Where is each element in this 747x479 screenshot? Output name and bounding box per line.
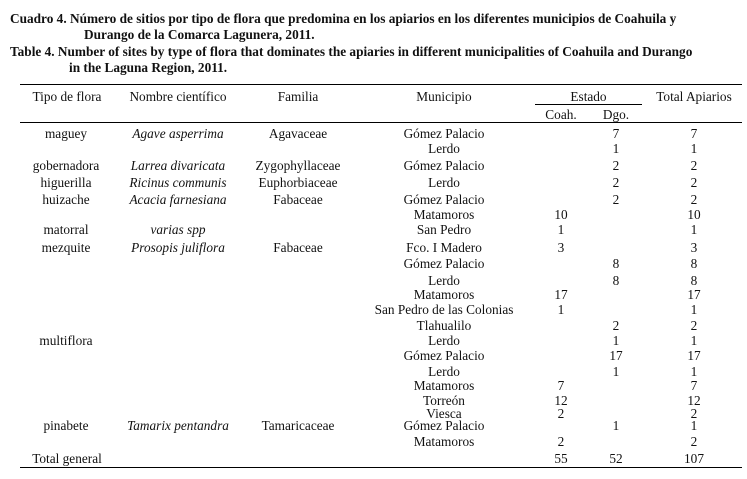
row-nombre-cientifico: Tamarix pentandra	[127, 418, 229, 433]
row-municipio: Matamoros	[413, 434, 475, 449]
row-municipio: Torreón	[423, 393, 465, 408]
row-municipio: San Pedro de las Colonias	[374, 302, 514, 317]
row-nombre-cientifico: Ricinus communis	[129, 175, 227, 190]
row-total: 1	[690, 302, 698, 317]
row-municipio: Gómez Palacio	[403, 418, 485, 433]
header-municipio: Municipio	[416, 89, 472, 104]
row-coah: 1	[557, 222, 565, 237]
row-municipio: San Pedro	[416, 222, 472, 237]
row-municipio: Lerdo	[428, 333, 460, 348]
row-municipio: Matamoros	[413, 378, 475, 393]
row-municipio: Matamoros	[413, 287, 475, 302]
row-nombre-cientifico: Agave asperrima	[132, 126, 224, 141]
row-tipo-de-flora: gobernadora	[32, 158, 100, 173]
row-dgo: 2	[612, 175, 620, 190]
row-total: 3	[690, 240, 698, 255]
row-familia: Fabaceae	[273, 240, 323, 255]
row-municipio: Gómez Palacio	[403, 348, 485, 363]
row-familia: Tamaricaceae	[261, 418, 335, 433]
row-total: 17	[687, 348, 701, 363]
header-durango: Dgo.	[602, 107, 630, 122]
total-general-label: Total general	[32, 451, 102, 466]
header-total-apiarios: Total Apiarios	[656, 89, 732, 104]
row-nombre-cientifico: varias spp	[150, 222, 206, 237]
row-municipio: Lerdo	[428, 364, 460, 379]
row-coah: 10	[554, 207, 568, 222]
row-dgo: 8	[612, 273, 620, 288]
row-total: 2	[690, 406, 698, 421]
row-coah: 2	[557, 406, 565, 421]
row-total: 7	[690, 378, 698, 393]
table-bottom-rule	[20, 467, 742, 468]
row-dgo: 2	[612, 192, 620, 207]
row-tipo-de-flora: pinabete	[43, 418, 89, 433]
row-municipio: Gómez Palacio	[403, 192, 485, 207]
title-en-line2: in the Laguna Region, 2011.	[69, 59, 228, 75]
row-dgo: 17	[609, 348, 623, 363]
table-title-english	[10, 44, 745, 75]
header-familia: Familia	[277, 89, 319, 104]
header-coahuila: Coah.	[545, 107, 577, 122]
row-dgo: 1	[612, 333, 620, 348]
row-municipio: Tlahualilo	[416, 318, 472, 333]
total-coah: 55	[554, 451, 568, 466]
row-municipio: Matamoros	[413, 207, 475, 222]
row-dgo: 2	[612, 318, 620, 333]
row-dgo: 2	[612, 158, 620, 173]
row-tipo-de-flora: mezquite	[41, 240, 91, 255]
row-total: 2	[690, 318, 698, 333]
row-familia: Agavaceae	[268, 126, 328, 141]
table-title-spanish	[10, 11, 745, 42]
estado-group-rule	[535, 104, 642, 105]
row-coah: 12	[554, 393, 568, 408]
title-en-line1: Table 4. Number of sites by type of flora that dominates the apiaries in different municipalities of Coahuila and Durango	[10, 44, 693, 59]
row-tipo-de-flora: matorral	[43, 222, 89, 237]
title-es-line1: Cuadro 4. Número de sitios por tipo de flora que predomina en los apiarios en los diferentes municipios de Coahuila y	[10, 11, 677, 26]
header-tipo-de-flora: Tipo de flora	[32, 89, 102, 104]
row-total: 1	[690, 333, 698, 348]
row-total: 12	[687, 393, 701, 408]
row-dgo: 7	[612, 126, 620, 141]
row-total: 10	[687, 207, 701, 222]
row-municipio: Gómez Palacio	[403, 256, 485, 271]
row-total: 17	[687, 287, 701, 302]
row-municipio: Lerdo	[428, 141, 460, 156]
title-es-line2: Durango de la Comarca Lagunera, 2011.	[84, 26, 315, 42]
row-tipo-de-flora: maguey	[44, 126, 88, 141]
row-tipo-de-flora: multiflora	[39, 333, 93, 348]
row-dgo: 1	[612, 418, 620, 433]
row-municipio: Fco. I Madero	[406, 240, 482, 255]
row-coah: 17	[554, 287, 568, 302]
row-nombre-cientifico: Acacia farnesiana	[129, 192, 227, 207]
header-bottom-rule	[20, 122, 742, 123]
row-total: 1	[690, 418, 698, 433]
row-nombre-cientifico: Larrea divaricata	[130, 158, 226, 173]
total-dgo: 52	[609, 451, 623, 466]
row-municipio: Lerdo	[428, 273, 460, 288]
row-coah: 1	[557, 302, 565, 317]
row-dgo: 8	[612, 256, 620, 271]
row-total: 2	[690, 175, 698, 190]
header-nombre-cientifico: Nombre científico	[129, 89, 227, 104]
row-total: 8	[690, 273, 698, 288]
row-nombre-cientifico: Prosopis juliflora	[131, 240, 225, 255]
table-top-rule	[20, 84, 742, 85]
row-total: 2	[690, 434, 698, 449]
row-coah: 2	[557, 434, 565, 449]
row-total: 8	[690, 256, 698, 271]
row-familia: Fabaceae	[273, 192, 323, 207]
row-total: 1	[690, 141, 698, 156]
row-municipio: Gómez Palacio	[403, 158, 485, 173]
row-municipio: Lerdo	[428, 175, 460, 190]
header-estado: Estado	[570, 89, 607, 104]
row-total: 2	[690, 192, 698, 207]
row-tipo-de-flora: huizache	[42, 192, 90, 207]
row-tipo-de-flora: higuerilla	[40, 175, 92, 190]
row-familia: Zygophyllaceae	[255, 158, 341, 173]
row-total: 1	[690, 222, 698, 237]
row-dgo: 1	[612, 364, 620, 379]
row-coah: 7	[557, 378, 565, 393]
row-municipio: Gómez Palacio	[403, 126, 485, 141]
row-municipio: Viesca	[426, 406, 462, 421]
row-dgo: 1	[612, 141, 620, 156]
row-familia: Euphorbiaceae	[258, 175, 338, 190]
row-total: 2	[690, 158, 698, 173]
row-total: 1	[690, 364, 698, 379]
total-general-value: 107	[684, 451, 704, 466]
row-total: 7	[690, 126, 698, 141]
row-coah: 3	[557, 240, 565, 255]
